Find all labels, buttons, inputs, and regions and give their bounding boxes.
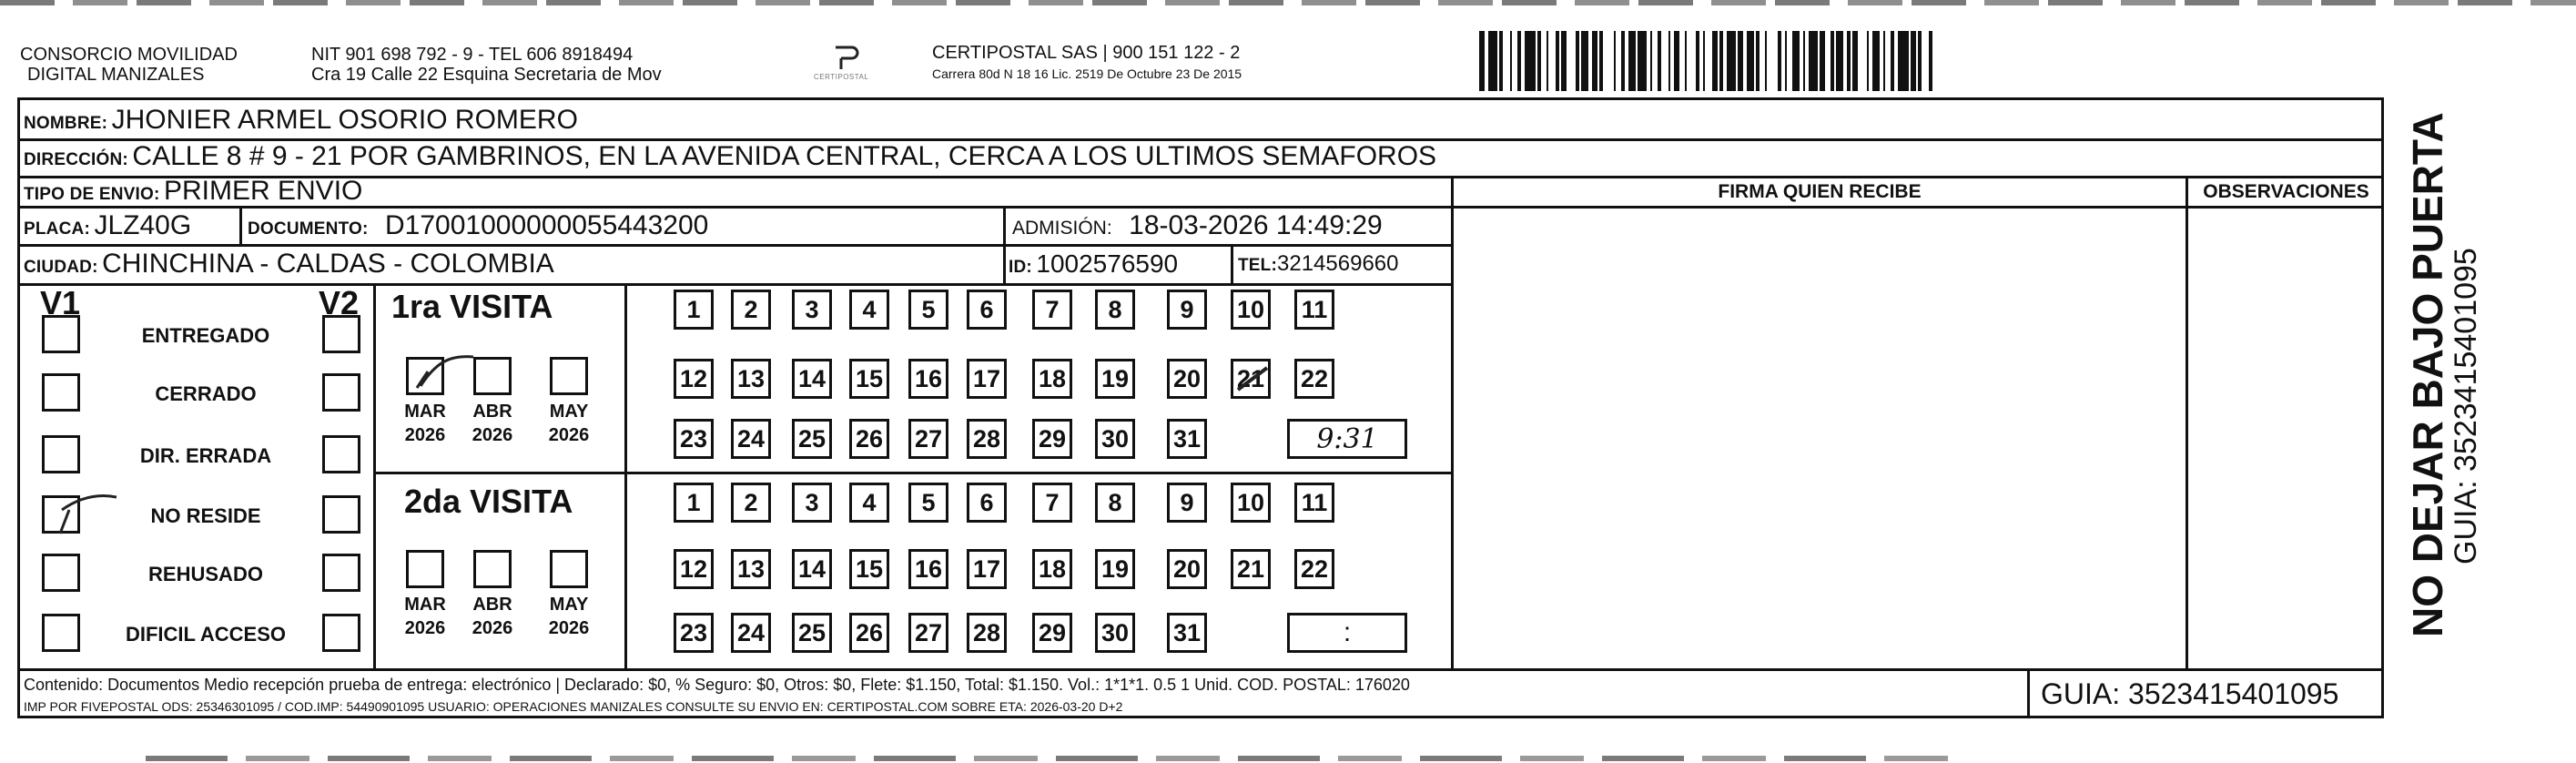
footer-guia-value: GUIA: 3523415401095 [2041,677,2339,710]
day-box[interactable]: 6 [967,290,1007,330]
day-box[interactable]: 24 [731,419,771,459]
day-box[interactable]: 9 [1167,483,1207,523]
v2-header: V2 [319,284,360,321]
side-warning: NO DEJAR BAJO PUERTA [2404,112,2451,637]
day-box[interactable]: 13 [731,359,771,399]
day-box[interactable]: 4 [849,290,889,330]
day-box[interactable]: 11 [1294,483,1334,523]
status-label: ENTREGADO [141,324,270,347]
side-guia: GUIA: 3523415401095 [2449,248,2483,565]
day-box[interactable]: 12 [674,549,714,589]
day-box[interactable]: 19 [1095,359,1135,399]
day-box[interactable]: 10 [1231,483,1271,523]
day-box[interactable]: 14 [792,549,832,589]
day-box[interactable]: 25 [792,613,832,653]
day-box[interactable]: 2 [731,483,771,523]
ciudad-label: CIUDAD: [24,258,98,277]
id-label: ID: [1009,258,1032,277]
month-label: MAR [404,595,446,615]
day-box[interactable]: 4 [849,483,889,523]
nombre-label: NOMBRE: [24,114,108,133]
day-box[interactable]: 15 [849,359,889,399]
month-label: ABR [472,595,512,615]
day-box[interactable]: 6 [967,483,1007,523]
day-box[interactable]: 1 [674,483,714,523]
day-box[interactable]: 15 [849,549,889,589]
firma-header: FIRMA QUIEN RECIBE [1718,181,1922,202]
day-box[interactable]: 18 [1032,549,1072,589]
tel-label: TEL: [1238,256,1278,275]
footer-guia-box [2041,677,2338,711]
day-box[interactable]: 19 [1095,549,1135,589]
day-box[interactable]: 3 [792,483,832,523]
year-label: 2026 [404,425,446,445]
day-box[interactable]: 31 [1167,419,1207,459]
day-box[interactable]: 2 [731,290,771,330]
day-box[interactable]: 5 [908,290,948,330]
month-label: MAY [549,595,589,615]
day-box[interactable]: 5 [908,483,948,523]
day-box[interactable]: 21 [1231,359,1271,399]
first-visit-title: 1ra VISITA [391,288,553,325]
placa-label: PLACA: [24,219,90,239]
day-box[interactable]: 13 [731,549,771,589]
second-visit-title: 2da VISITA [404,483,573,520]
documento-label: DOCUMENTO: [248,219,369,239]
footer-meta: IMP POR FIVEPOSTAL ODS: 25346301095 / COD.IMP: 54490901095 USUARIO: OPERACIONES MANIZALES CONSULTE SU ENVIO EN: CERTIPOSTAL.COM SOBRE ETA: 2026-03-20 D+2 [24,699,1123,714]
day-box[interactable]: 17 [967,359,1007,399]
day-box[interactable]: 20 [1167,359,1207,399]
day-box[interactable]: 30 [1095,419,1135,459]
year-label: 2026 [548,618,590,638]
admision-label: ADMISIÓN: [1012,218,1112,239]
status-label: DIR. ERRADA [139,444,272,467]
bottom-edge [146,756,1957,761]
day-box[interactable]: 26 [849,419,889,459]
day-box[interactable]: 25 [792,419,832,459]
day-box[interactable]: 30 [1095,613,1135,653]
footer-content: Contenido: Documentos Medio recepción prueba de entrega: electrónico | Declarado: $0, % Seguro: $0, Otros: $0, Flete: $1.150, Total: $1.150. Vol.: 1*1*1. 0.5 1 Unid. COD. POSTAL: 176020 [24,676,1410,694]
certipostal-logo-text: CERTIPOSTAL [814,73,869,81]
month-label: MAY [549,402,589,422]
day-box[interactable]: 8 [1095,483,1135,523]
documento-value: D17001000000055443200 [385,210,709,240]
status-label: REHUSADO [148,563,263,585]
day-box[interactable]: 8 [1095,290,1135,330]
day-box[interactable]: 9 [1167,290,1207,330]
tipo-label: TIPO DE ENVIO: [24,185,160,204]
v1-header: V1 [40,284,81,321]
certipostal-line2: Carrera 80d N 18 16 Lic. 2519 De Octubre 23 De 2015 [932,66,1242,81]
admision-value: 18-03-2026 14:49:29 [1129,210,1383,240]
day-box[interactable]: 24 [731,613,771,653]
day-box[interactable]: 20 [1167,549,1207,589]
day-box[interactable]: 16 [908,359,948,399]
day-box[interactable]: 12 [674,359,714,399]
id-value: 1002576590 [1036,249,1179,278]
day-box[interactable]: 29 [1032,419,1072,459]
observaciones-header: OBSERVACIONES [2203,181,2369,202]
status-label: CERRADO [155,382,257,405]
direccion-value: CALLE 8 # 9 - 21 POR GAMBRINOS, EN LA AVENIDA CENTRAL, CERCA A LOS ULTIMOS SEMAFOROS [132,141,1437,171]
day-box[interactable]: 18 [1032,359,1072,399]
day-box[interactable]: 27 [908,419,948,459]
company-name-line2: DIGITAL MANIZALES [27,65,205,85]
day-box[interactable]: 28 [967,419,1007,459]
first-visit-time-value: 9:31 [1316,422,1378,455]
certipostal-line1: CERTIPOSTAL SAS | 900 151 122 - 2 [932,43,1241,63]
status-label: DIFICIL ACCESO [125,623,286,646]
day-box[interactable]: 27 [908,613,948,653]
direccion-label: DIRECCIÓN: [24,150,128,169]
year-label: 2026 [404,618,446,638]
day-box[interactable]: 11 [1294,290,1334,330]
day-box[interactable]: 16 [908,549,948,589]
company-name-line1: CONSORCIO MOVILIDAD [20,45,238,65]
day-box[interactable]: 17 [967,549,1007,589]
day-box[interactable]: 23 [674,613,714,653]
day-box[interactable]: 3 [792,290,832,330]
month-label: ABR [472,402,512,422]
day-box[interactable]: 7 [1032,483,1072,523]
year-label: 2026 [548,425,590,445]
day-box[interactable]: 1 [674,290,714,330]
day-box[interactable]: 22 [1294,359,1334,399]
company-address: Cra 19 Calle 22 Esquina Secretaria de Mov [311,65,662,85]
day-box[interactable]: 10 [1231,290,1271,330]
tel-value: 3214569660 [1277,251,1399,276]
ciudad-value: CHINCHINA - CALDAS - COLOMBIA [102,249,554,279]
day-box[interactable]: 22 [1294,549,1334,589]
day-box[interactable]: 23 [674,419,714,459]
day-box[interactable]: 29 [1032,613,1072,653]
day-box[interactable]: 7 [1032,290,1072,330]
status-label: NO RESIDE [150,504,261,527]
company-nit: NIT 901 698 792 - 9 - TEL 606 8918494 [311,45,634,65]
placa-value: JLZ40G [94,210,192,240]
tipo-value: PRIMER ENVIO [164,176,363,206]
day-box[interactable]: 14 [792,359,832,399]
year-label: 2026 [472,618,513,638]
day-box[interactable]: 31 [1167,613,1207,653]
day-box[interactable]: 26 [849,613,889,653]
nombre-value: JHONIER ARMEL OSORIO ROMERO [111,105,578,135]
day-box[interactable]: 21 [1231,549,1271,589]
month-label: MAR [404,402,446,422]
year-label: 2026 [472,425,513,445]
second-visit-time-value: : [1343,617,1352,647]
day-box[interactable]: 28 [967,613,1007,653]
